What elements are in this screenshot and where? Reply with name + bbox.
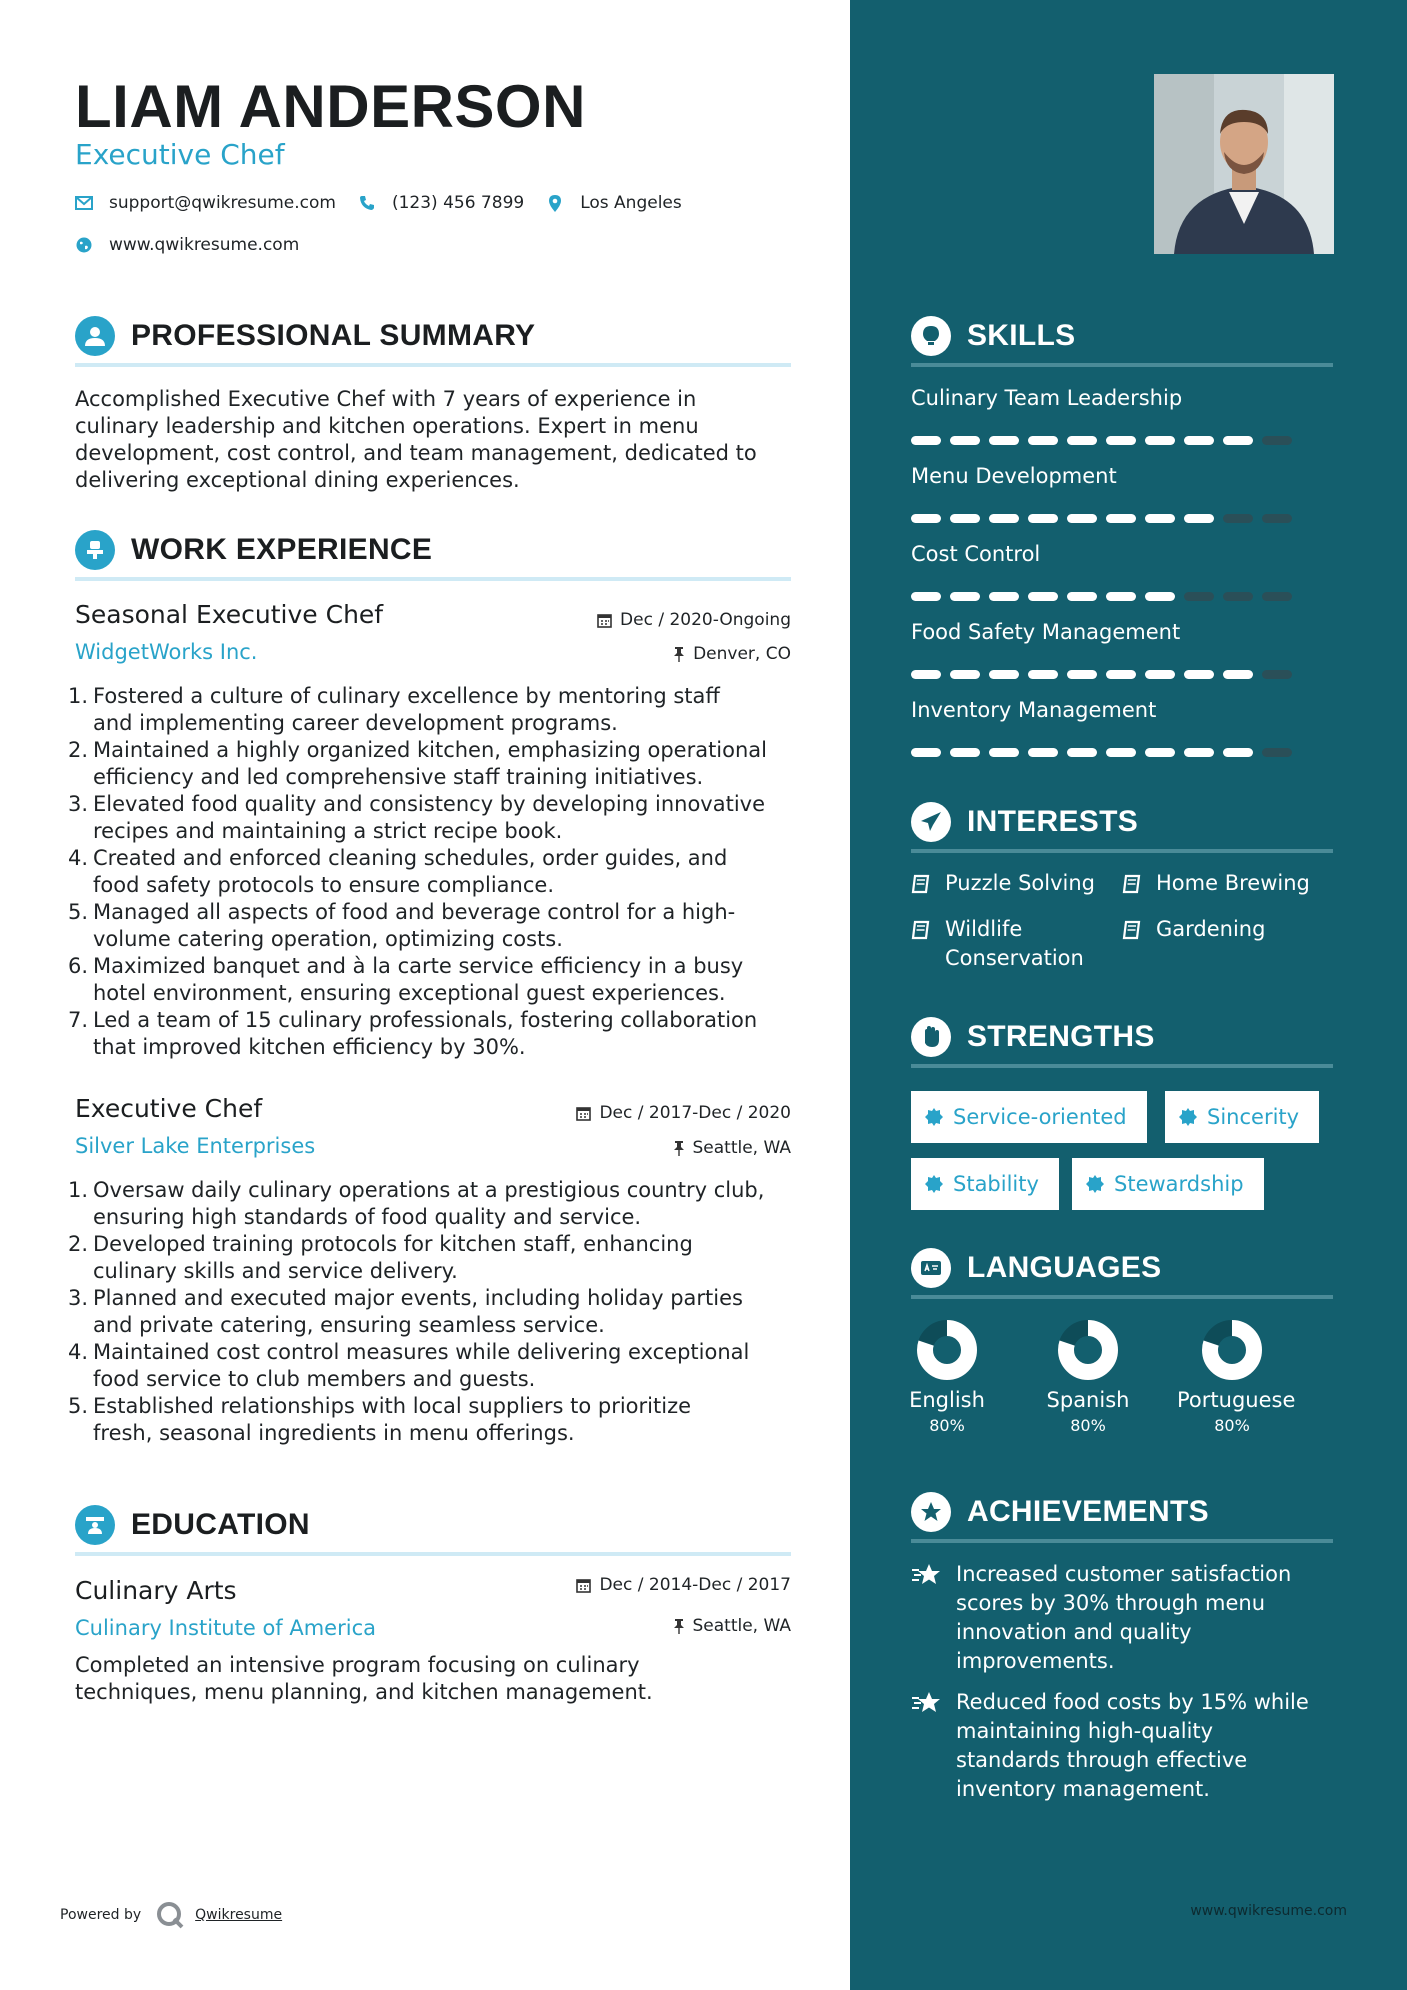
skill-dash-filled — [911, 592, 941, 601]
contact-phone[interactable] — [358, 193, 524, 213]
calendar-icon — [597, 613, 612, 628]
education-location-text: Seattle, WA — [692, 1616, 791, 1636]
list-item: 4. Maintained cost control measures while delivering exceptional food service to club members and guests. — [68, 1340, 750, 1391]
skill-dash-filled — [1184, 748, 1214, 757]
hand-icon — [911, 1017, 951, 1057]
education-dates — [576, 1575, 791, 1595]
book-icon — [911, 915, 933, 973]
skill-dash-filled — [1106, 514, 1136, 523]
contact-location — [546, 193, 682, 213]
summary-line: development, cost control, and team management, dedicated to — [75, 441, 757, 465]
list-item: 5. Established relationships with local suppliers to prioritize fresh, seasonal ingredients in menu offerings. — [68, 1394, 692, 1445]
skill-rating — [911, 670, 1301, 679]
job-dates — [576, 1103, 791, 1123]
contact-row-2 — [75, 235, 321, 255]
strength-tag: Stability — [911, 1158, 1059, 1210]
badge-icon — [1179, 1108, 1197, 1126]
user-icon — [75, 316, 115, 356]
footer-site[interactable]: www.qwikresume.com — [1190, 1903, 1347, 1919]
skill-dash-filled — [989, 748, 1019, 757]
skill-dash-filled — [950, 514, 980, 523]
briefcase-icon — [75, 530, 115, 570]
skill-dash-filled — [1145, 436, 1175, 445]
job-location-text: Denver, CO — [693, 644, 791, 664]
achievement-item: Increased customer satisfaction scores by 30% through menu innovation and quality improvements. — [911, 1560, 1341, 1676]
pin-icon — [673, 1618, 685, 1634]
skills-divider — [911, 363, 1333, 367]
skill-rating — [911, 514, 1301, 523]
skill-dash-filled — [1106, 436, 1136, 445]
skill-dash-filled — [1223, 670, 1253, 679]
skill-name: Culinary Team Leadership — [911, 386, 1183, 410]
language-proficiency-ring — [1200, 1318, 1264, 1382]
list-item: 2. Developed training protocols for kitchen staff, enhancing culinary skills and service delivery. — [68, 1232, 693, 1283]
summary-line: delivering exceptional dining experiences. — [75, 468, 520, 492]
lightbulb-icon — [911, 316, 951, 356]
list-item: 5. Managed all aspects of food and beverage control for a high- volume catering operation, optimizing costs. — [68, 900, 736, 951]
job-title: Seasonal Executive Chef — [75, 600, 384, 629]
skill-dash-filled — [1184, 436, 1214, 445]
paper-plane-icon — [911, 802, 951, 842]
book-icon — [1122, 869, 1144, 902]
skill-rating — [911, 592, 1301, 601]
pin-icon — [673, 1140, 685, 1156]
job-dates-text: Dec / 2017-Dec / 2020 — [599, 1103, 791, 1123]
strength-tag: Stewardship — [1072, 1158, 1264, 1210]
strength-tag: Service-oriented — [911, 1091, 1147, 1143]
job-dates-text: Dec / 2020-Ongoing — [620, 610, 791, 630]
languages-title: LANGUAGES — [967, 1251, 1162, 1284]
profile-photo — [1154, 74, 1334, 254]
summary-divider — [75, 363, 791, 367]
skill-dash-filled — [1067, 670, 1097, 679]
skill-dash-filled — [950, 436, 980, 445]
list-item: 1. Oversaw daily culinary operations at a prestigious country club, ensuring high standards of food quality and service. — [68, 1178, 765, 1229]
achievements-heading — [911, 1492, 1209, 1532]
school-name: Culinary Institute of America — [75, 1616, 376, 1640]
skill-dash-empty — [1223, 592, 1253, 601]
mail-icon — [75, 194, 93, 212]
skill-dash-filled — [911, 670, 941, 679]
candidate-role: Executive Chef — [75, 138, 285, 171]
skill-dash-filled — [1223, 748, 1253, 757]
globe-icon — [75, 236, 93, 254]
company-name: WidgetWorks Inc. — [75, 640, 258, 664]
contact-website[interactable] — [75, 235, 299, 255]
list-item: 6. Maximized banquet and à la carte service efficiency in a busy hotel environment, ensuring exceptional guest experiences. — [68, 954, 744, 1005]
skill-dash-empty — [1262, 592, 1292, 601]
list-item: 7. Led a team of 15 culinary professionals, fostering collaboration that improved kitchen efficiency by 30%. — [68, 1008, 758, 1059]
experience-title: WORK EXPERIENCE — [131, 533, 433, 566]
list-item: 4. Created and enforced cleaning schedules, order guides, and food safety protocols to ensure compliance. — [68, 846, 728, 897]
skill-dash-filled — [950, 592, 980, 601]
skill-dash-empty — [1223, 514, 1253, 523]
skill-dash-filled — [1067, 592, 1097, 601]
skill-dash-filled — [1145, 670, 1175, 679]
job-location — [673, 1138, 792, 1158]
skill-dash-filled — [1184, 670, 1214, 679]
sidebar — [850, 0, 1407, 1990]
skill-dash-filled — [1028, 670, 1058, 679]
language-proficiency-ring — [1056, 1318, 1120, 1382]
skill-dash-filled — [1028, 592, 1058, 601]
calendar-icon — [576, 1106, 591, 1121]
skill-dash-filled — [1223, 436, 1253, 445]
skill-dash-filled — [950, 670, 980, 679]
interest-item: Puzzle Solving — [911, 869, 1095, 902]
candidate-name: LIAM ANDERSON — [75, 73, 586, 140]
calendar-icon — [576, 1578, 591, 1593]
company-name: Silver Lake Enterprises — [75, 1134, 316, 1158]
skill-name: Menu Development — [911, 464, 1117, 488]
skill-dash-filled — [1106, 592, 1136, 601]
skill-name: Inventory Management — [911, 698, 1157, 722]
language-item: Portuguese 80% — [1177, 1318, 1287, 1435]
education-divider — [75, 1552, 791, 1556]
map-pin-icon — [546, 194, 564, 212]
interests-divider — [911, 849, 1333, 853]
phone-text: (123) 456 7899 — [391, 193, 525, 213]
skill-dash-filled — [989, 514, 1019, 523]
education-location — [673, 1616, 792, 1636]
skill-dash-filled — [911, 514, 941, 523]
skill-dash-filled — [1028, 514, 1058, 523]
book-icon — [1122, 915, 1144, 948]
experience-heading — [75, 530, 432, 570]
job-location-text: Seattle, WA — [692, 1138, 791, 1158]
phone-icon — [358, 194, 376, 212]
pin-icon — [673, 646, 685, 662]
footer-powered-by: Powered by Qwikresume — [60, 1900, 282, 1930]
skill-dash-filled — [911, 436, 941, 445]
job-dates — [597, 610, 791, 630]
list-item: 1. Fostered a culture of culinary excellence by mentoring staff and implementing career development programs. — [68, 684, 720, 735]
interests-heading — [911, 802, 1138, 842]
skill-name: Food Safety Management — [911, 620, 1181, 644]
location-text: Los Angeles — [580, 193, 682, 213]
skill-dash-filled — [950, 748, 980, 757]
badge-icon — [925, 1175, 943, 1193]
summary-text — [75, 386, 795, 494]
skill-dash-filled — [989, 670, 1019, 679]
education-dates-text: Dec / 2014-Dec / 2017 — [599, 1575, 791, 1595]
education-heading — [75, 1505, 310, 1545]
skill-name: Cost Control — [911, 542, 1041, 566]
skill-dash-filled — [989, 436, 1019, 445]
badge-icon — [1086, 1175, 1104, 1193]
email-text: support@qwikresume.com — [109, 193, 336, 213]
skill-dash-filled — [1106, 670, 1136, 679]
badge-icon — [925, 1108, 943, 1126]
skill-dash-empty — [1262, 748, 1292, 757]
language-icon — [911, 1248, 951, 1288]
graduation-icon — [75, 1505, 115, 1545]
skill-dash-filled — [1067, 436, 1097, 445]
achievements-title: ACHIEVEMENTS — [967, 1495, 1209, 1528]
interest-item: Wildlife Conservation — [911, 915, 1084, 973]
experience-divider — [75, 577, 791, 581]
job-bullets — [68, 1177, 798, 1447]
language-proficiency-ring — [915, 1318, 979, 1382]
contact-row — [75, 193, 704, 213]
skill-dash-empty — [1262, 514, 1292, 523]
skill-dash-filled — [1145, 748, 1175, 757]
website-text: www.qwikresume.com — [109, 235, 300, 255]
strengths-divider — [911, 1064, 1333, 1068]
skill-dash-filled — [1145, 592, 1175, 601]
qwikresume-link[interactable]: Qwikresume — [195, 1907, 283, 1923]
interest-item: Gardening — [1122, 915, 1265, 948]
languages-divider — [911, 1295, 1333, 1299]
education-title: EDUCATION — [131, 1508, 310, 1541]
skill-dash-filled — [1106, 748, 1136, 757]
skill-dash-filled — [1028, 748, 1058, 757]
skill-dash-filled — [1184, 514, 1214, 523]
degree-title: Culinary Arts — [75, 1576, 237, 1605]
summary-title: PROFESSIONAL SUMMARY — [131, 319, 536, 352]
list-item: 3. Elevated food quality and consistency by developing innovative recipes and maintaining a strict recipe book. — [68, 792, 766, 843]
language-item: Spanish 80% — [1033, 1318, 1143, 1435]
skill-dash-empty — [1262, 436, 1292, 445]
languages-heading — [911, 1248, 1161, 1288]
list-item: 2. Maintained a highly organized kitchen, emphasizing operational efficiency and led comprehensive staff training initiatives. — [68, 738, 767, 789]
job-bullets — [68, 683, 798, 1061]
strengths-title: STRENGTHS — [967, 1020, 1155, 1053]
star-icon — [911, 1560, 945, 1676]
star-icon — [911, 1492, 951, 1532]
skill-dash-filled — [1028, 436, 1058, 445]
contact-email[interactable] — [75, 193, 336, 213]
interest-item: Home Brewing — [1122, 869, 1310, 902]
skill-dash-filled — [911, 748, 941, 757]
skill-rating — [911, 436, 1301, 445]
summary-line: Accomplished Executive Chef with 7 years of experience in — [75, 387, 697, 411]
qwikresume-logo-icon — [155, 1900, 185, 1930]
skills-title: SKILLS — [967, 319, 1076, 352]
language-item: English 80% — [892, 1318, 1002, 1435]
book-icon — [911, 869, 933, 902]
skill-dash-empty — [1262, 670, 1292, 679]
skill-dash-empty — [1184, 592, 1214, 601]
list-item: 3. Planned and executed major events, including holiday parties and private catering, ensuring seamless service. — [68, 1286, 743, 1337]
achievement-item: Reduced food costs by 15% while maintaining high-quality standards through effective inventory management. — [911, 1688, 1341, 1804]
strengths-heading — [911, 1017, 1155, 1057]
skill-rating — [911, 748, 1301, 757]
summary-line: culinary leadership and kitchen operations. Expert in menu — [75, 414, 699, 438]
skill-dash-filled — [989, 592, 1019, 601]
skill-dash-filled — [1067, 514, 1097, 523]
skills-heading — [911, 316, 1075, 356]
skill-dash-filled — [1145, 514, 1175, 523]
strength-tag: Sincerity — [1165, 1091, 1319, 1143]
star-icon — [911, 1688, 945, 1804]
education-description: Completed an intensive program focusing on culinary techniques, menu planning, and kitchen management. — [75, 1653, 653, 1704]
skill-dash-filled — [1067, 748, 1097, 757]
job-title: Executive Chef — [75, 1094, 263, 1123]
interests-title: INTERESTS — [967, 805, 1139, 838]
summary-heading — [75, 316, 535, 356]
achievements-divider — [911, 1539, 1333, 1543]
job-location — [673, 644, 791, 664]
